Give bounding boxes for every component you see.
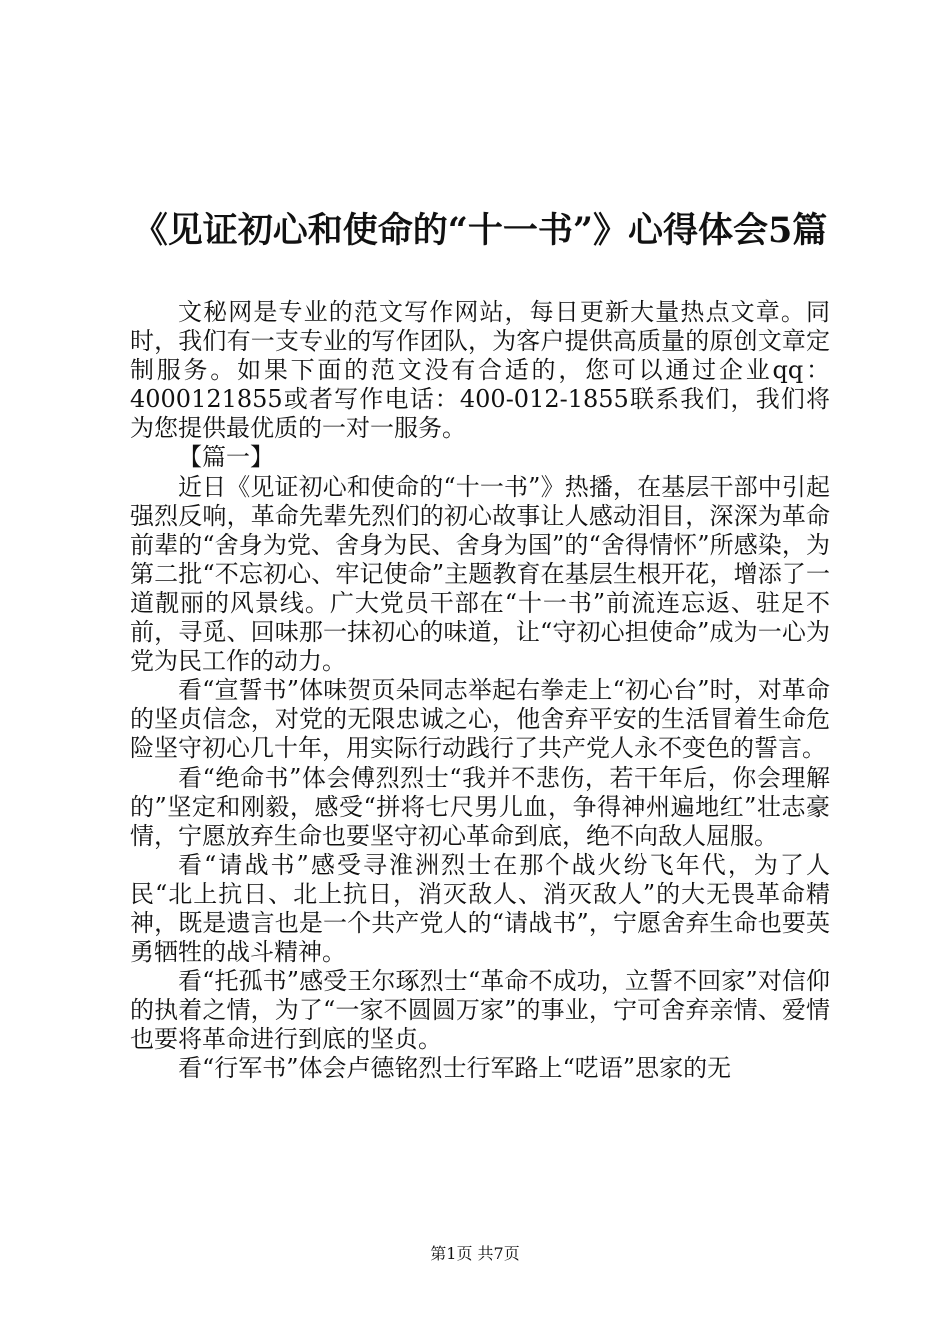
page-number-footer: 第1页 共7页 [430, 1244, 520, 1263]
document-body [130, 298, 830, 1084]
body-paragraph: 看“宣誓书”体味贺页朵同志举起右拳走上“初心台”时，对革命的坚贞信念，对党的无限忠诚之心，他舍弃平安的生活冒着生命危险坚守初心几十年，用实际行动践行了共产党人永不变色的誓言。 [130, 676, 830, 763]
intro-paragraph: 文秘网是专业的范文写作网站，每日更新大量热点文章。同时，我们有一支专业的写作团队，为客户提供高质量的原创文章定制服务。如果下面的范文没有合适的，您可以通过企业qq：4000121855或者写作电话：400-012-1855联系我们，我们将为您提供最优质的一对一服务。 [130, 298, 830, 443]
section-heading: 【篇一】 [178, 443, 274, 472]
body-paragraph: 看“托孤书”感受王尔琢烈士“革命不成功，立誓不回家”对信仰的执着之情，为了“一家不圆圆万家”的事业，宁可舍弃亲情、爱情也要将革命进行到底的坚贞。 [130, 967, 830, 1054]
body-paragraph: 看“请战书”感受寻淮洲烈士在那个战火纷飞年代，为了人民“北上抗日、北上抗日，消灭敌人、消灭敌人”的大无畏革命精神，既是遗言也是一个共产党人的“请战书”，宁愿舍弃生命也要英勇牺牲的战斗精神。 [130, 850, 830, 967]
body-paragraph: 看“行军书”体会卢德铭烈士行军路上“呓语”思家的无 [178, 1054, 732, 1083]
document-title: 《见证初心和使命的“十一书”》心得体会5篇 [132, 210, 828, 252]
body-paragraph: 近日《见证初心和使命的“十一书”》热播，在基层干部中引起强烈反响，革命先辈先烈们的初心故事让人感动泪目，深深为革命前辈的“舍身为党、舍身为民、舍身为国”的“舍得情怀”所感染，为第二批“不忘初心、牢记使命”主题教育在基层生根开花，增添了一道靓丽的风景线。广大党员干部在“十一书”前流连忘返、驻足不前，寻觅、回味那一抹初心的味道，让“守初心担使命”成为一心为党为民工作的动力。 [130, 472, 830, 676]
body-paragraph: 看“绝命书”体会傅烈烈士“我并不悲伤，若干年后，你会理解的”坚定和刚毅，感受“拼将七尺男儿血，争得神州遍地红”壮志豪情，宁愿放弃生命也要坚守初心革命到底，绝不向敌人屈服。 [130, 763, 830, 850]
